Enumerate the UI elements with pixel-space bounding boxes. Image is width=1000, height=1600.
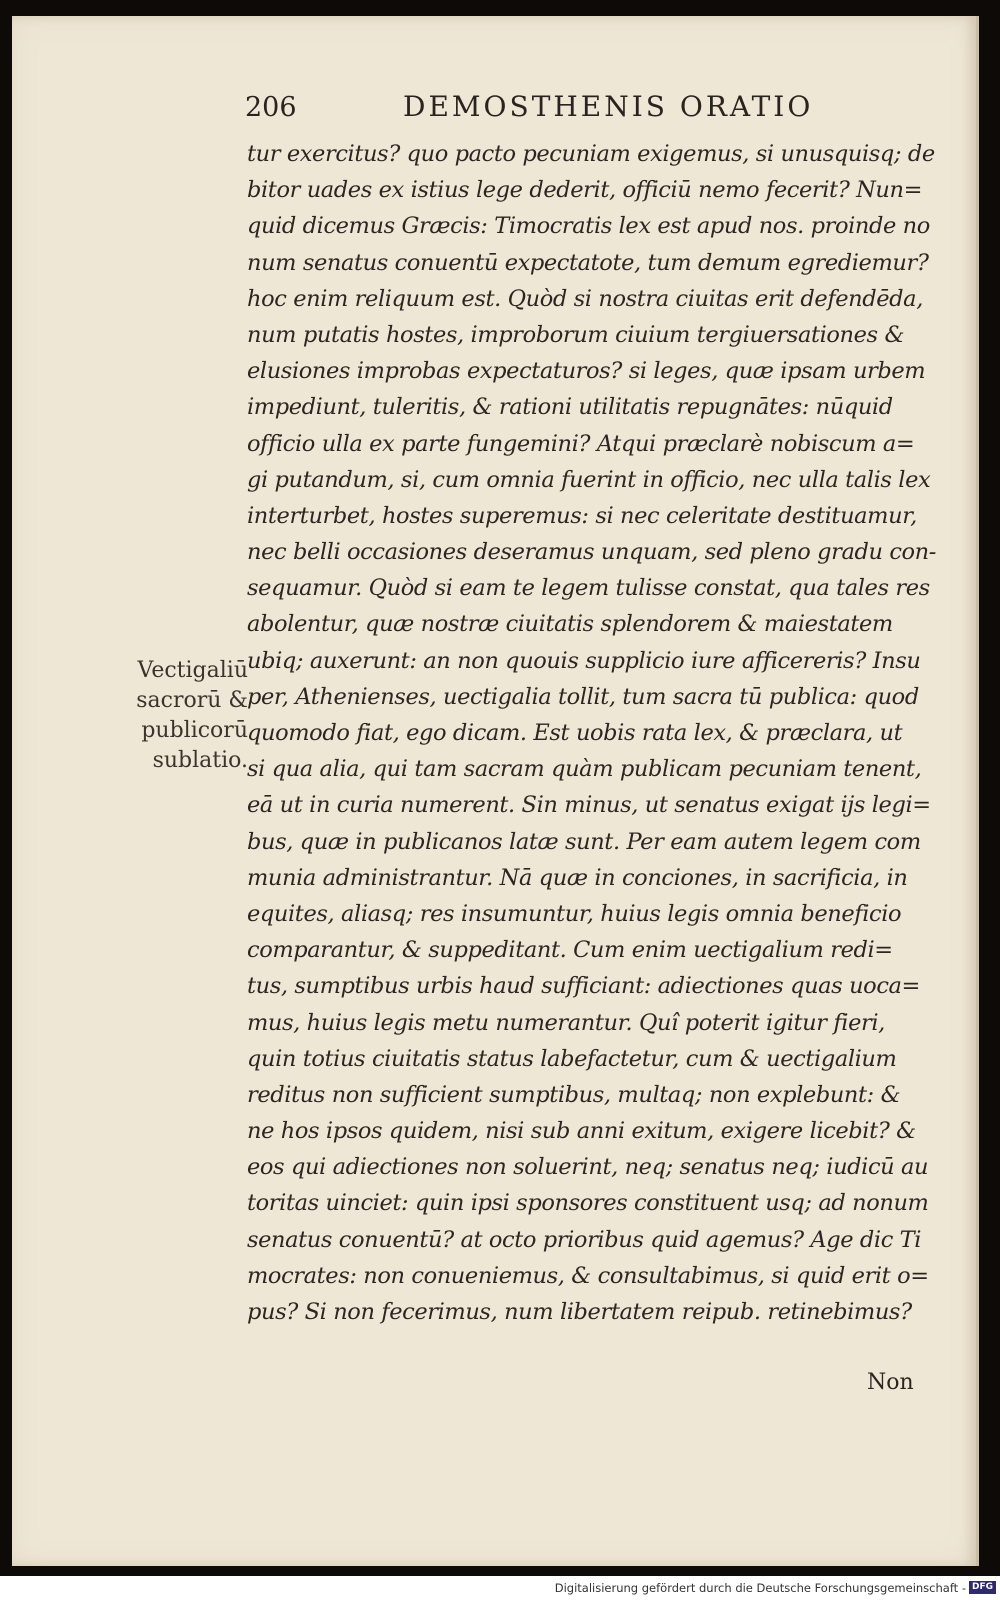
text-line: quid dicemus Græcis: Timocratis lex est apud nos. proinde no: [247, 213, 930, 240]
text-line: pus? Si non fecerimus, num libertatem reipub. retinebimus?: [247, 1299, 912, 1325]
text-line: mus, huius legis metu numerantur. Quî poterit igitur fieri,: [247, 1009, 885, 1036]
book-page: [12, 16, 979, 1566]
text-line: ubiq; auxerunt: an non quouis supplicio iure afficereris? Insu: [247, 647, 921, 674]
digitization-footer: [0, 1576, 1000, 1600]
text-line: reditus non sufficient sumptibus, multaq; non explebunt: &: [247, 1081, 901, 1108]
text-line: equites, aliasq; res insumuntur, huius legis omnia beneficio: [247, 900, 902, 927]
text-line: abolentur, quæ nostræ ciuitatis splendorem & maiestatem: [247, 611, 893, 638]
text-line: si qua alia, qui tam sacram quàm publicam pecuniam tenent,: [247, 756, 922, 783]
text-line: nec belli occasiones deseramus unquam, sed pleno gradu con-: [247, 539, 936, 566]
running-title: DEMOSTHENIS ORATIO: [403, 90, 814, 123]
text-line: mocrates: non conueniemus, & consultabimus, si quid erit o=: [247, 1262, 929, 1289]
text-line: eā ut in curia numerent. Sin minus, ut senatus exigat ijs legi=: [247, 792, 931, 819]
text-line: tus, sumptibus urbis haud sufficiant: adiectiones quas uoca=: [247, 973, 920, 1000]
text-line: impediunt, tuleritis, & rationi utilitatis repugnātes: nūquid: [247, 394, 893, 421]
funding-credit: Digitalisierung gefördert durch die Deutsche Forschungsgemeinschaft -: [554, 1581, 966, 1595]
text-line: hoc enim reliquum est. Quòd si nostra ciuitas erit defendēda,: [247, 285, 923, 312]
text-line: toritas uinciet: quin ipsi sponsores constituent usq; ad nonum: [247, 1190, 929, 1217]
margin-note-line: Vectigaliū: [137, 658, 248, 683]
text-line: comparantur, & suppeditant. Cum enim uectigalium redi=: [247, 937, 893, 964]
text-line: tur exercitus? quo pacto pecuniam exigemus, si unusquisq; de: [247, 141, 935, 167]
text-line: eos qui adiectiones non soluerint, neq; senatus neq; iudicū au: [247, 1154, 929, 1181]
text-line: munia administrantur. Nā quæ in conciones, in sacrificia, in: [247, 864, 908, 891]
text-line: bus, quæ in publicanos latæ sunt. Per eam autem legem com: [247, 828, 921, 855]
margin-note: [108, 656, 248, 776]
text-line: ne hos ipsos quidem, nisi sub anni exitum, exigere licebit? &: [247, 1118, 916, 1145]
text-line: senatus conuentū? at octo prioribus quid agemus? Age dic Ti: [247, 1226, 922, 1253]
text-line: elusiones improbas expectaturos? si leges, quæ ipsam urbem: [247, 358, 926, 385]
page-header: [245, 86, 845, 132]
text-line: num senatus conuentū expectatote, tum demum egrediemur?: [247, 249, 929, 276]
text-line: per, Athenienses, uectigalia tollit, tum sacra tū publica: quod: [247, 683, 919, 710]
text-line: quomodo fiat, ego dicam. Est uobis rata lex, & præclara, ut: [247, 720, 903, 746]
text-line: sequamur. Quòd si eam te legem tulisse constat, qua tales res: [247, 575, 930, 602]
margin-note-line: publicorū: [141, 718, 248, 743]
dfg-logo-icon: DFG: [969, 1581, 996, 1594]
text-line: officio ulla ex parte fungemini? Atqui præclarè nobiscum a=: [247, 430, 915, 457]
margin-note-line: sublatio.: [152, 748, 248, 773]
text-line: gi putandum, si, cum omnia fuerint in officio, nec ulla talis lex: [247, 466, 931, 493]
text-line: num putatis hostes, improborum ciuium tergiuersationes &: [247, 321, 905, 348]
margin-note-line: sacrorū &: [136, 688, 248, 713]
text-line: bitor uades ex istius lege dederit, officiū nemo fecerit? Nun=: [247, 177, 923, 204]
page-number: 206: [245, 92, 297, 123]
body-text: [247, 136, 947, 1330]
text-line: interturbet, hostes superemus: si nec celeritate destituamur,: [247, 502, 917, 529]
text-line: quin totius ciuitatis status labefactetur, cum & uectigalium: [247, 1045, 897, 1072]
catchword: Non: [867, 1370, 914, 1395]
